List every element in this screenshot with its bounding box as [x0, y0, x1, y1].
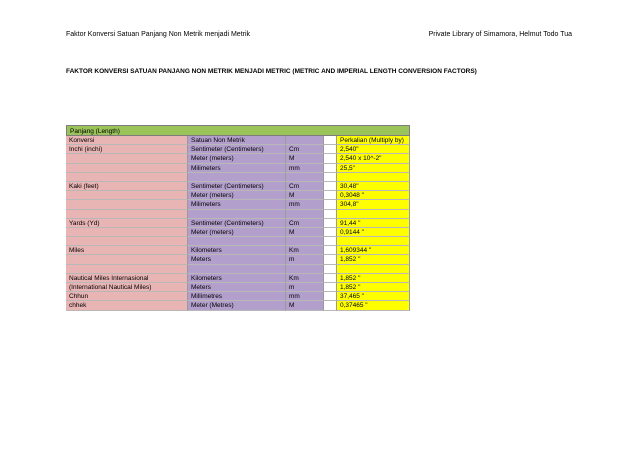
cell-perkalian: [337, 237, 410, 246]
cell-perkalian: 2,540": [337, 145, 410, 154]
cell-spacer: [324, 173, 337, 182]
document-title: FAKTOR KONVERSI SATUAN PANJANG NON METRIK MENJADI METRIC (METRIC AND IMPERIAL LENGTH CONVERSION FACTORS): [66, 68, 477, 75]
cell-spacer: [324, 274, 337, 283]
cell-perkalian: 1,609344 ": [337, 246, 410, 255]
cell-satuan: Meter (Metres): [188, 301, 286, 310]
page-header-right: Private Library of Simamora, Helmut Todo Tua: [428, 31, 572, 38]
cell-spacer: [324, 145, 337, 154]
cell-konversi: [66, 191, 188, 200]
cell-spacer: [324, 219, 337, 228]
cell-unit: mm: [286, 200, 324, 209]
cell-unit: [286, 210, 324, 219]
cell-unit: [286, 265, 324, 274]
cell-unit: mm: [286, 292, 324, 301]
cell-spacer: [324, 154, 337, 163]
cell-satuan: Meter (meters): [188, 228, 286, 237]
cell-spacer: [324, 228, 337, 237]
cell-spacer: [324, 191, 337, 200]
cell-unit: M: [286, 154, 324, 163]
cell-perkalian: 1,852 ": [337, 274, 410, 283]
cell-unit: Km: [286, 246, 324, 255]
cell-unit: [286, 237, 324, 246]
cell-unit: mm: [286, 164, 324, 173]
cell-satuan: Kilometers: [188, 274, 286, 283]
cell-unit: Cm: [286, 145, 324, 154]
cell-konversi: Konversi: [66, 136, 188, 145]
cell-satuan: Meter (meters): [188, 191, 286, 200]
cell-unit: Cm: [286, 219, 324, 228]
cell-spacer: [324, 301, 337, 310]
cell-konversi: Kaki (feet): [66, 182, 188, 191]
conversion-table: [66, 125, 410, 311]
section-header: Panjang (Length): [66, 125, 410, 136]
cell-perkalian: 25,5": [337, 164, 410, 173]
cell-konversi: [66, 228, 188, 237]
cell-perkalian: Perkalian (Multiply by): [337, 136, 410, 145]
cell-satuan: Satuan Non Metrik: [188, 136, 286, 145]
cell-perkalian: 30,48": [337, 182, 410, 191]
cell-konversi: Miles: [66, 246, 188, 255]
cell-konversi: [66, 265, 188, 274]
cell-satuan: Sentimeter (Centimeters): [188, 182, 286, 191]
cell-satuan: Milimeters: [188, 200, 286, 209]
cell-satuan: [188, 173, 286, 182]
cell-perkalian: 37,465 ": [337, 292, 410, 301]
cell-konversi: chhek: [66, 301, 188, 310]
conversion-grid: [66, 136, 410, 311]
cell-satuan: Milimeters: [188, 164, 286, 173]
cell-unit: M: [286, 228, 324, 237]
cell-spacer: [324, 164, 337, 173]
cell-unit: m: [286, 255, 324, 264]
cell-perkalian: 1,852 ": [337, 255, 410, 264]
cell-satuan: Sentimeter (Centimeters): [188, 219, 286, 228]
cell-perkalian: 0,9144 ": [337, 228, 410, 237]
cell-spacer: [324, 210, 337, 219]
cell-perkalian: 304,8": [337, 200, 410, 209]
cell-konversi: Inchi (inchi): [66, 145, 188, 154]
cell-unit: M: [286, 301, 324, 310]
cell-spacer: [324, 283, 337, 292]
cell-unit: m: [286, 283, 324, 292]
cell-perkalian: 1,852 ": [337, 283, 410, 292]
cell-konversi: [66, 154, 188, 163]
cell-konversi: [66, 255, 188, 264]
cell-spacer: [324, 265, 337, 274]
cell-konversi: [66, 164, 188, 173]
cell-unit: Km: [286, 274, 324, 283]
cell-perkalian: [337, 210, 410, 219]
cell-perkalian: [337, 173, 410, 182]
cell-unit: [286, 136, 324, 145]
cell-perkalian: 0,37465 ": [337, 301, 410, 310]
cell-satuan: Sentimeter (Centimeters): [188, 145, 286, 154]
cell-spacer: [324, 182, 337, 191]
cell-perkalian: [337, 265, 410, 274]
cell-satuan: Meters: [188, 283, 286, 292]
cell-spacer: [324, 292, 337, 301]
cell-unit: [286, 173, 324, 182]
cell-satuan: Meters: [188, 255, 286, 264]
cell-satuan: [188, 210, 286, 219]
cell-unit: Cm: [286, 182, 324, 191]
cell-satuan: Millimetres: [188, 292, 286, 301]
cell-satuan: Kilometers: [188, 246, 286, 255]
cell-perkalian: 2,540 x 10^-2": [337, 154, 410, 163]
page-header-left: Faktor Konversi Satuan Panjang Non Metrik menjadi Metrik: [66, 31, 251, 38]
cell-perkalian: 91,44 ": [337, 219, 410, 228]
cell-satuan: [188, 237, 286, 246]
cell-konversi: [66, 210, 188, 219]
cell-konversi: [66, 237, 188, 246]
cell-spacer: [324, 237, 337, 246]
cell-spacer: [324, 255, 337, 264]
cell-konversi: Chhun: [66, 292, 188, 301]
cell-satuan: [188, 265, 286, 274]
cell-konversi: [66, 200, 188, 209]
cell-unit: M: [286, 191, 324, 200]
cell-spacer: [324, 136, 337, 145]
cell-satuan: Meter (meters): [188, 154, 286, 163]
cell-konversi: [66, 173, 188, 182]
cell-spacer: [324, 200, 337, 209]
cell-konversi: Yards (Yd): [66, 219, 188, 228]
cell-konversi: (International Nautical Miles): [66, 283, 188, 292]
cell-perkalian: 0,3048 ": [337, 191, 410, 200]
cell-konversi: Nautical Miles Internasional: [66, 274, 188, 283]
cell-spacer: [324, 246, 337, 255]
